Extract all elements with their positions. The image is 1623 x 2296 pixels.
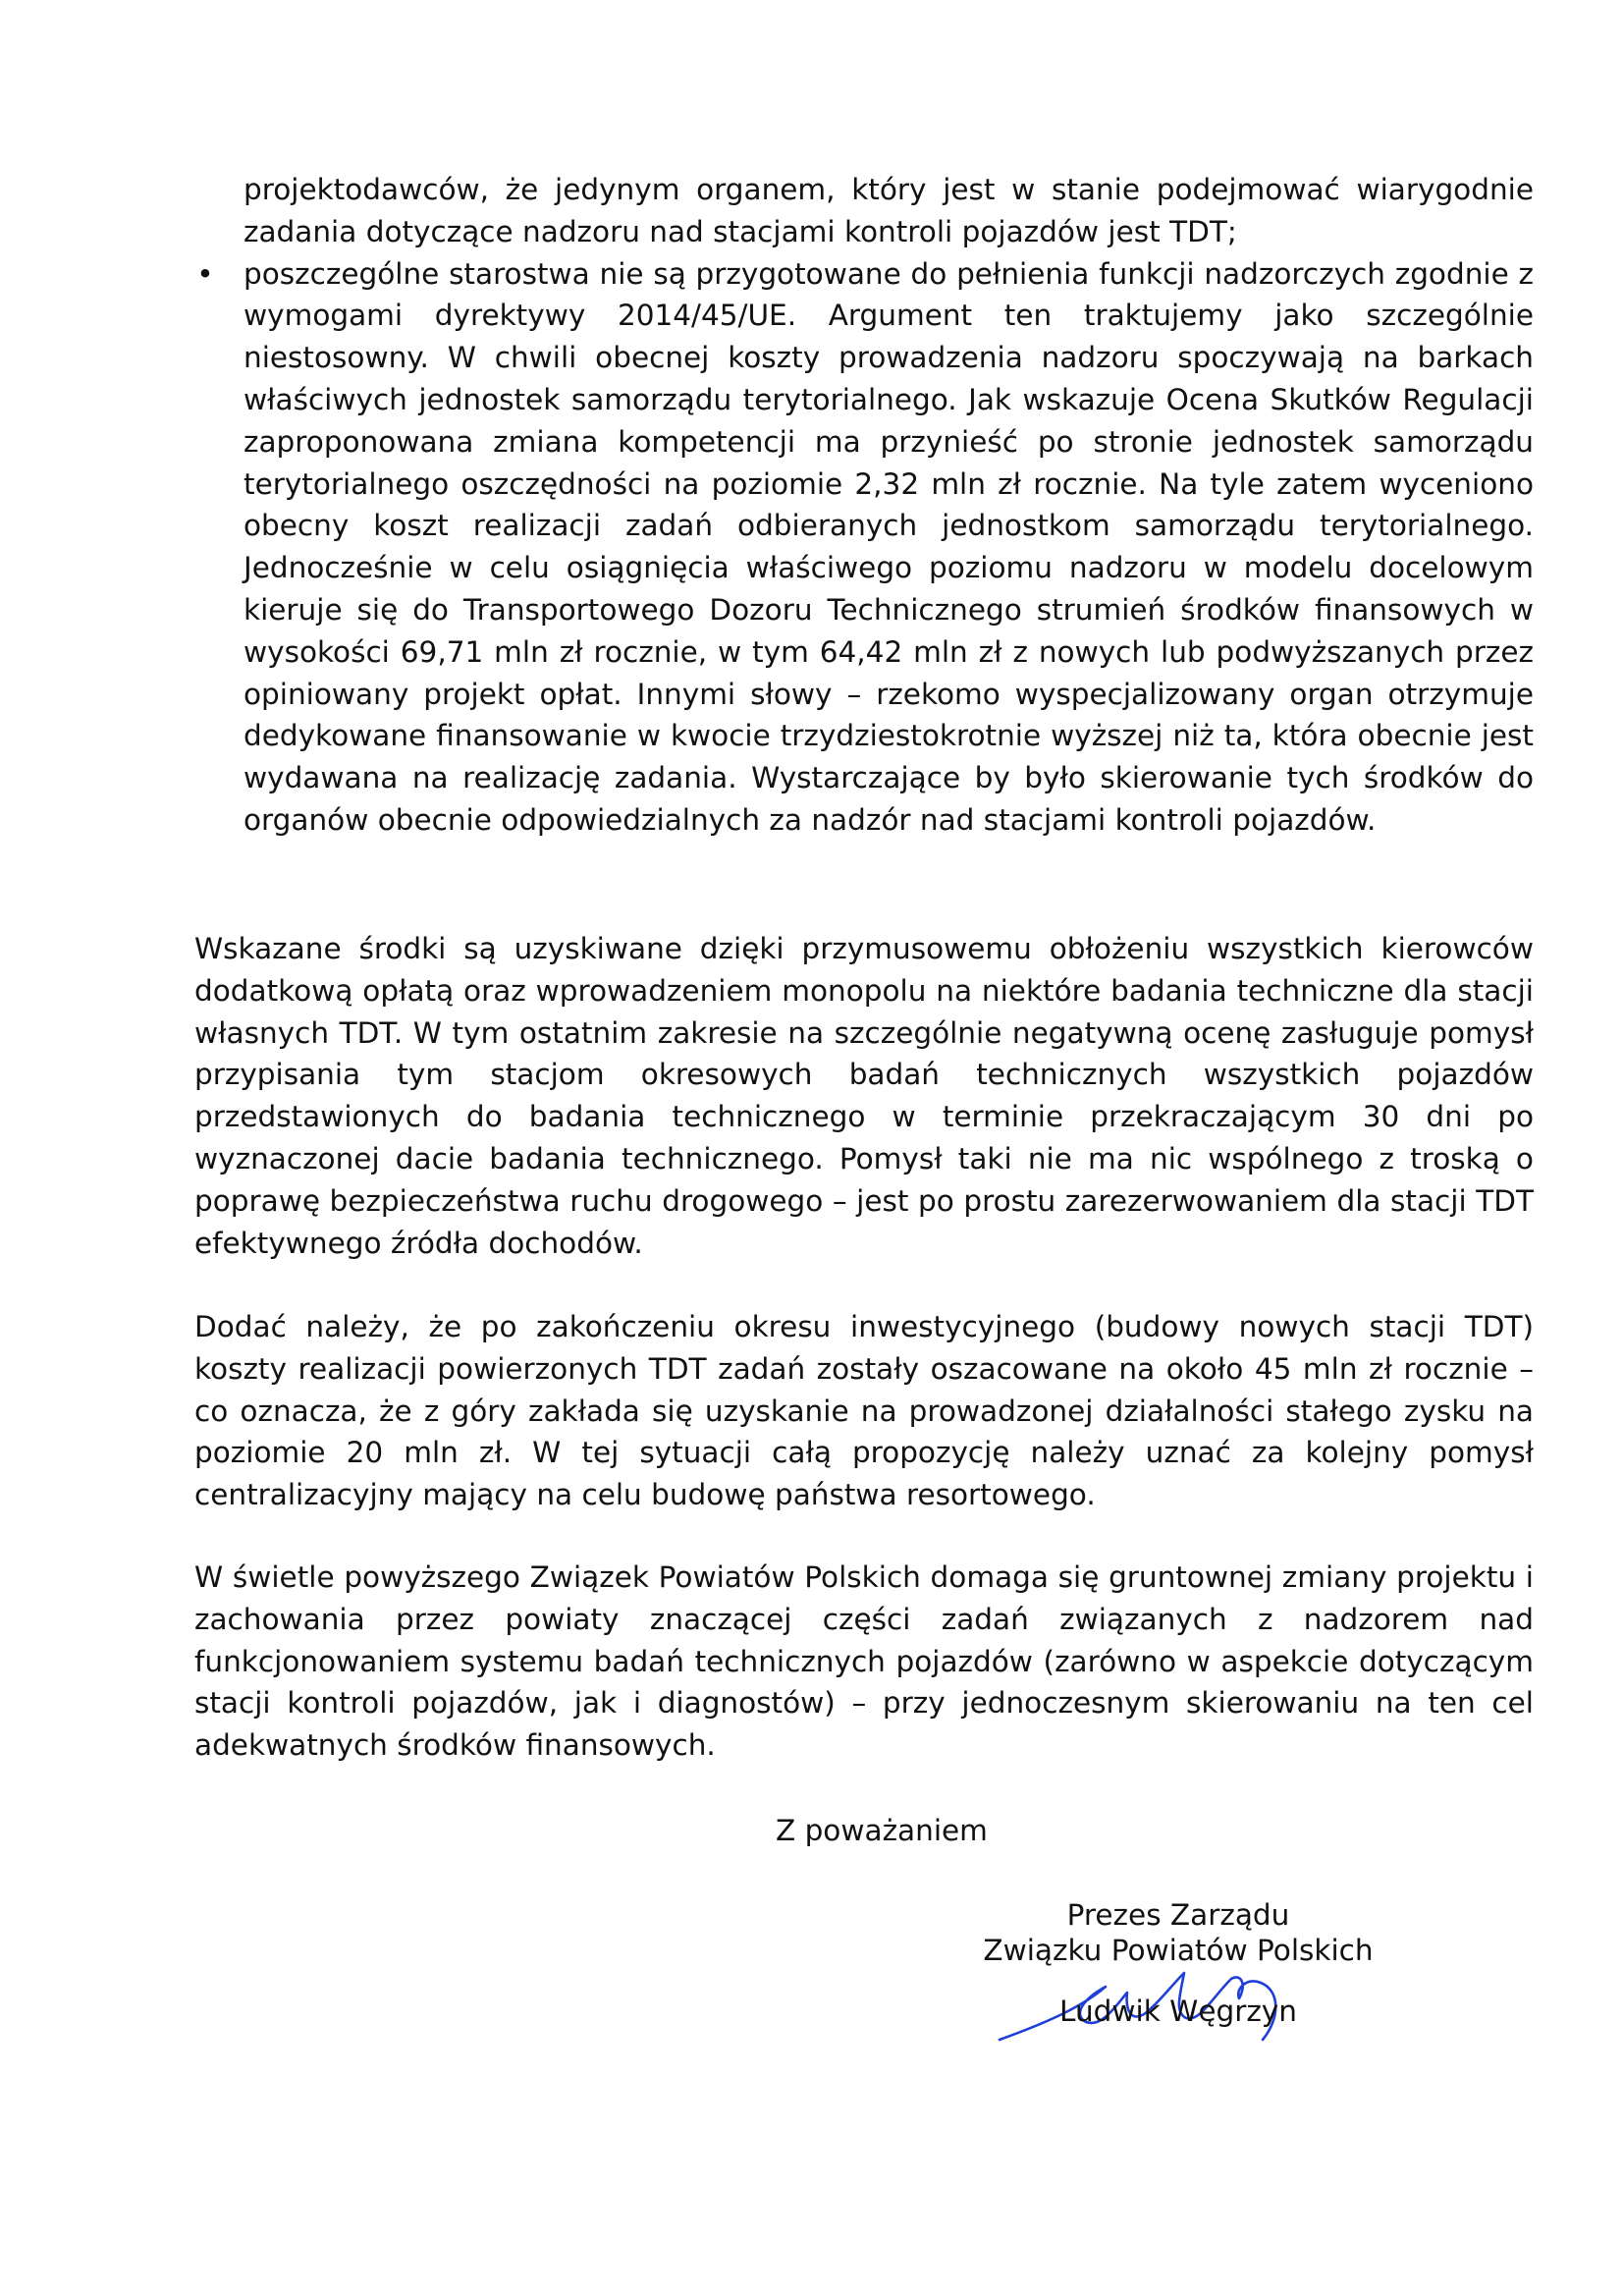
signer-organization: Związku Powiatów Polskich: [983, 1934, 1374, 1967]
list-item-text: poszczególne starostwa nie są przygotowane do pełnienia funkcji nadzorczych zgodnie z wymogami dyrektywy 2014/45/UE. Argument ten traktujemy jako szczególnie niestosowny. W chwili obecnej koszty prowadzenia nadzoru spoczywają na barkach właściwych jednostek samorządu terytorialnego. Jak wskazuje Ocena Skutków Regulacji zaproponowana zmiana kompetencji ma przynieść po stronie jednostek samorządu terytorialnego oszczędności na poziomie 2,32 mln zł rocznie. Na tyle zatem wyceniono obecny koszt realizacji zadań odbieranych jednostkom samorządu terytorialnego. Jednocześnie w celu osiągnięcia właściwego poziomu nadzoru w modelu docelowym kieruje się do Transportowego Dozoru Technicznego strumień środków finansowych w wysokości 69,71 mln zł rocznie, w tym 64,42 mln zł z nowych lub podwyższanych przez opiniowany projekt opłat. Innymi słowy – rzekomo wyspecjalizowany organ otrzymuje dedykowane finansowanie w kwocie trzydziestokrotnie wyższej niż ta, która obecnie jest wydawana na realizację zadania. Wystarczające by było skierowanie tych środków do organów obecnie odpowiedzialnych za nadzór nad stacjami kontroli pojazdów.: [243, 256, 1534, 837]
signer-position: Prezes Zarządu: [1066, 1898, 1290, 1932]
paragraph-text: W świetle powyższego Związek Powiatów Polskich domaga się gruntownej zmiany projektu i zachowania przez powiaty znaczącej części zadań związanych z nadzorem nad funkcjonowaniem systemu badań technicznych pojazdów (zarówno w aspekcie dotyczącym stacji kontroli pojazdów, jak i diagnostów) – przy jednoczesnym skierowaniu na ten cel adekwatnych środków finansowych.: [194, 1560, 1534, 1763]
list-item-text: projektodawców, że jedynym organem, który jest w stanie podejmować wiarygodnie zadania dotyczące nadzoru nad stacjami kontroli pojazdów jest TDT;: [243, 173, 1534, 248]
paragraph-text: Dodać należy, że po zakończeniu okresu inwestycyjnego (budowy nowych stacji TDT) koszty realizacji powierzonych TDT zadań zostały oszacowane na około 45 mln zł rocznie – co oznacza, że z góry zakłada się uzyskanie na prowadzonej działalności stałego zysku na poziomie 20 mln zł. W tej sytuacji całą propozycję należy uznać za kolejny pomysł centralizacyjny mający na celu budowę państwa resortowego.: [194, 1310, 1534, 1512]
closing-salutation: Z poważaniem: [776, 1814, 988, 1847]
list-item: [196, 253, 1534, 842]
signer-name: Ludwik Węgrzyn: [1059, 1995, 1297, 2028]
paragraph-text: Wskazane środki są uzyskiwane dzięki przymusowemu obłożeniu wszystkich kierowców dodatkową opłatą oraz wprowadzeniem monopolu na niektóre badania techniczne dla stacji własnych TDT. W tym ostatnim zakresie na szczególnie negatywną ocenę zasługuje pomysł przypisania tym stacjom okresowych badań technicznych wszystkich pojazdów przedstawionych do badania technicznego w terminie przekraczającym 30 dni po wyznaczonej dacie badania technicznego. Pomysł taki nie ma nic wspólnego z troską o poprawę bezpieczeństwa ruchu drogowego – jest po prostu zarezerwowaniem dla stacji TDT efektywnego źródła dochodów.: [194, 932, 1534, 1260]
bullet-list: [196, 169, 1534, 842]
list-item: [243, 169, 1534, 253]
paragraph-costs: [194, 1306, 1534, 1516]
paragraph-demand: [194, 1557, 1534, 1767]
bullet-marker: •: [196, 256, 214, 291]
paragraph-funding: [194, 928, 1534, 1264]
